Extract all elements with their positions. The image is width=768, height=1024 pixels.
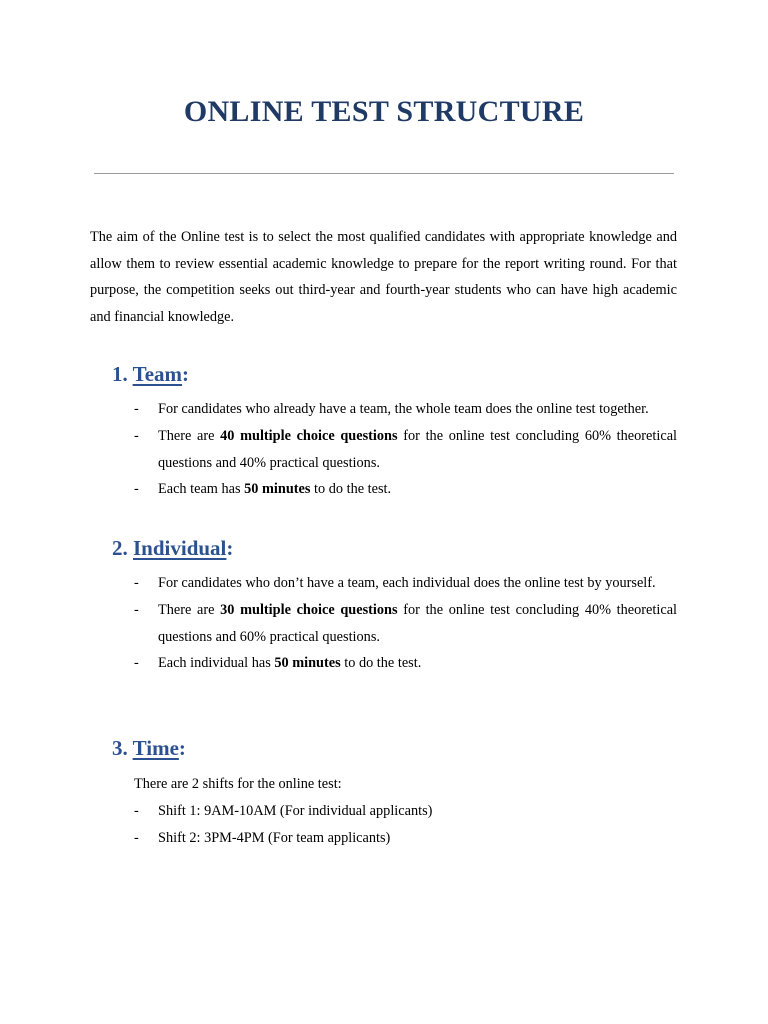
dash-bullet: - xyxy=(134,803,139,819)
dash-bullet: - xyxy=(134,427,139,444)
section-number: 1. xyxy=(112,362,128,386)
item-text-pre: There are xyxy=(158,601,221,618)
dash-bullet: - xyxy=(134,829,139,846)
item-text-bold: 30 multiple choice questions xyxy=(220,601,398,618)
dash-bullet: - xyxy=(134,601,139,618)
section-number: 3. xyxy=(112,736,128,760)
item-text-post: for the online test concluding 40% theoretical questions and 60% practical questions. xyxy=(158,601,678,645)
page-title: ONLINE TEST STRUCTURE xyxy=(183,95,585,128)
item-text-bold: 50 minutes xyxy=(274,655,341,672)
item-text-pre: Each individual has xyxy=(158,655,275,672)
item-text: For candidates who already have a team, the whole team does the online test together. xyxy=(158,401,649,417)
item-text-post: for the online test concluding 60% theoretical questions and 40% practical questions. xyxy=(158,427,678,471)
section-colon: : xyxy=(226,536,234,560)
list-item xyxy=(134,798,677,825)
item-text-pre: There are xyxy=(158,427,221,444)
section-number: 2. xyxy=(112,536,128,560)
time-lead-text: There are 2 shifts for the online test: xyxy=(134,776,342,792)
title-divider xyxy=(94,173,674,174)
list-item xyxy=(134,825,677,852)
list-item xyxy=(134,597,677,651)
section-colon: : xyxy=(182,362,190,386)
item-text: Shift 1: 9AM-10AM (For individual applicants) xyxy=(158,803,433,819)
section-title: Team xyxy=(132,362,183,386)
list-item xyxy=(134,650,677,677)
item-text: For candidates who don’t have a team, each individual does the online test by yourself. xyxy=(158,575,656,591)
item-text: Shift 2: 3PM-4PM (For team applicants) xyxy=(158,829,391,846)
section-title: Time xyxy=(132,736,179,760)
list-item xyxy=(134,476,677,503)
list-item xyxy=(134,570,677,597)
individual-list xyxy=(134,570,677,677)
section-heading-team xyxy=(112,360,189,388)
item-text-post: to do the test. xyxy=(340,655,422,672)
dash-bullet: - xyxy=(134,575,139,591)
section-title: Individual xyxy=(133,536,227,560)
list-item xyxy=(134,396,677,423)
section-heading-time xyxy=(112,734,186,762)
dash-bullet: - xyxy=(134,401,139,417)
list-item xyxy=(134,423,677,477)
item-text-pre: Each team has xyxy=(158,481,245,498)
dash-bullet: - xyxy=(134,481,139,498)
section-heading-individual xyxy=(112,534,233,562)
team-list xyxy=(134,396,677,503)
item-text-post: to do the test. xyxy=(310,481,392,498)
intro-paragraph: The aim of the Online test is to select the most qualified candidates with appropriate knowledge and allow them to review essential academic knowledge to prepare for the report writing round. For that purpose, the competition seeks out third-year and fourth-year students who can have high academic and financial knowledge. xyxy=(90,229,677,325)
time-list xyxy=(134,798,677,852)
dash-bullet: - xyxy=(134,655,139,672)
section-colon: : xyxy=(178,736,186,760)
item-text-bold: 40 multiple choice questions xyxy=(220,427,398,444)
item-text-bold: 50 minutes xyxy=(244,481,311,498)
